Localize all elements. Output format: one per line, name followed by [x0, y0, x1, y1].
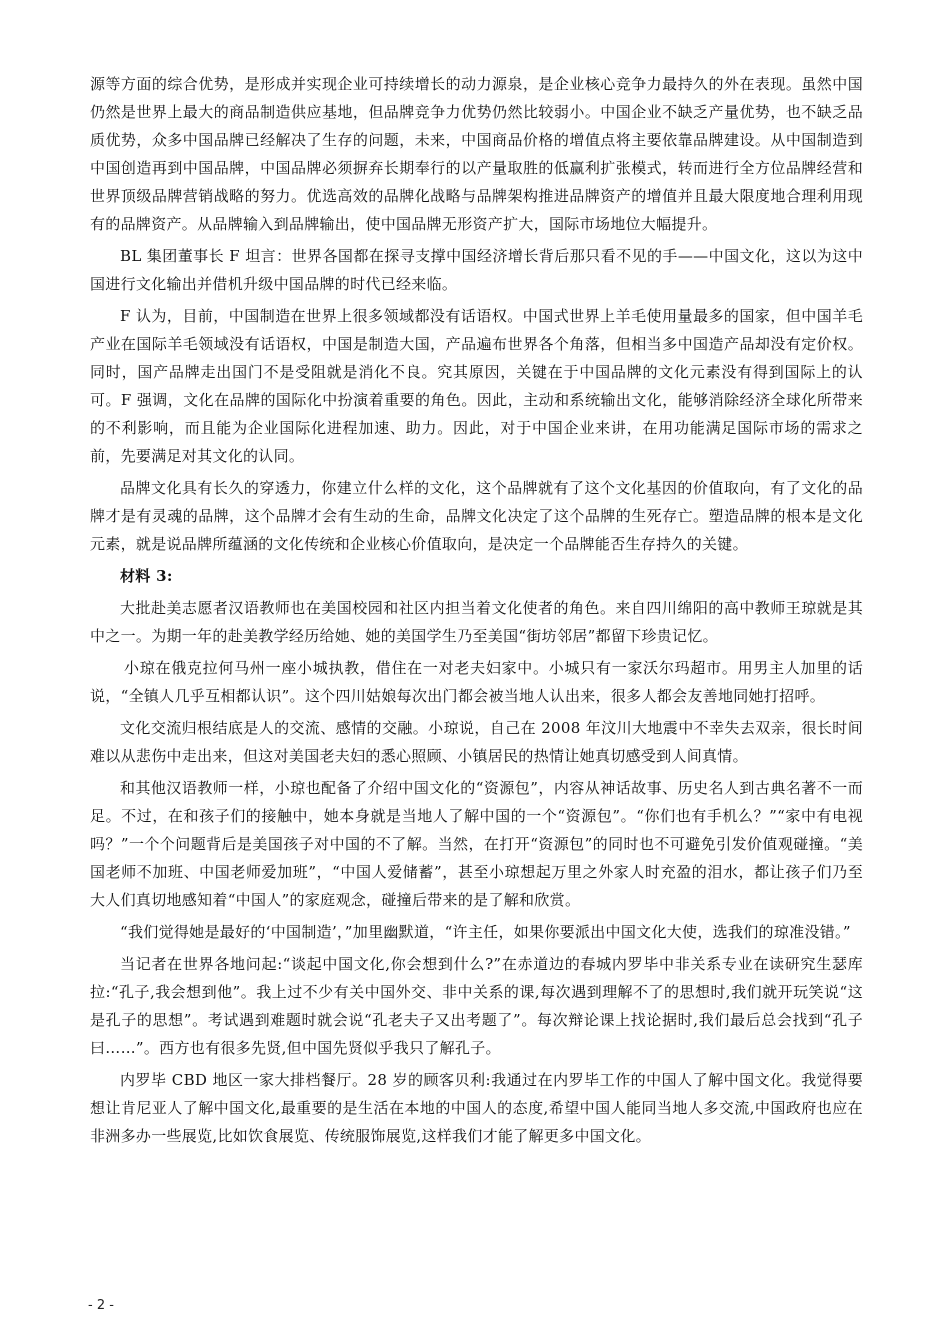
paragraph-bl-chairman: BL 集团董事长 F 坦言：世界各国都在探寻支撑中国经济增长背后那只看不见的手——中国文化，这以为这中国进行文化输出并借机升级中国品牌的时代已经来临。 — [90, 247, 863, 293]
paragraph-f-opinion: F 认为，目前，中国制造在世界上很多领域都没有话语权。中国式世界上羊毛使用量最多的国家，但中国羊毛产业在国际羊毛领域没有话语权，中国是制造大国，产品遍布世界各个角落，但相当多中国造产品却没有定价权。同时，国产品牌走出国门不是受阻就是消化不良。究其原因，关键在于中国品牌的文化元素没有得到国际上的认可。F 强调，文化在品牌的国际化中扮演着重要的角色。因此，主动和系统输出文化，能够消除经济全球化所带来的不利影响，而且能为企业国际化进程加速、助力。因此，对于中国企业来讲，在用功能满足国际市场的需求之前，先要满足对其文化的认同。 — [90, 307, 863, 465]
paragraph-volunteer-teachers: 大批赴美志愿者汉语教师也在美国校园和社区内担当着文化使者的角色。来自四川绵阳的高中教师王琼就是其中之一。为期一年的赴美教学经历给她、她的美国学生乃至美国“街坊邻居”都留下珍贵记忆。 — [90, 599, 863, 645]
section-heading-material-3: 材料 3: — [120, 567, 173, 585]
page-number: - 2 - — [88, 1298, 114, 1313]
paragraph-brand-advantage: 源等方面的综合优势，是形成并实现企业可持续增长的动力源泉，是企业核心竞争力最持久的外在表现。虽然中国仍然是世界上最大的商品制造供应基地，但品牌竞争力优势仍然比较弱小。中国企业不缺乏产量优势，也不缺乏品质优势，众多中国品牌已经解决了生存的问题，未来，中国商品价格的增值点将主要依靠品牌建设。从中国制造到中国创造再到中国品牌，中国品牌必须摒弃长期奉行的以产量取胜的低赢利扩张模式，转而进行全方位品牌经营和世界顶级品牌营销战略的努力。优选高效的品牌化战略与品牌架构推进品牌资产的增值并且最大限度地合理利用现有的品牌资产。从品牌输入到品牌输出，使中国品牌无形资产扩大，国际市场地位大幅提升。 — [90, 75, 863, 233]
paragraph-gary-quote: “我们觉得她是最好的‘中国制造’，”加里幽默道，“许主任，如果你要派出中国文化大使，选我们的琼准没错。” — [120, 923, 851, 941]
paragraph-nairobi-cbd: 内罗毕 CBD 地区一家大排档餐厅。28 岁的顾客贝利:我通过在内罗毕工作的中国人了解中国文化。我觉得要想让肯尼亚人了解中国文化,最重要的是生活在本地的中国人的态度,希望中国人能同当地人多交流,中国政府也应在非洲多办一些展览,比如饮食展览、传统服饰展览,这样我们才能了解更多中国文化。 — [90, 1071, 863, 1145]
document-body — [90, 70, 863, 1154]
paragraph-xiaoqiong-town: 小琼在俄克拉何马州一座小城执教，借住在一对老夫妇家中。小城只有一家沃尔玛超市。用男主人加里的话说，“全镇人几乎互相都认识”。这个四川姑娘每次出门都会被当地人认出来，很多人都会友善地同她打招呼。 — [90, 659, 863, 705]
paragraph-cultural-exchange: 文化交流归根结底是人的交流、感情的交融。小琼说，自己在 2008 年汶川大地震中不幸失去双亲，很长时间难以从悲伤中走出来，但这对美国老夫妇的悉心照顾、小镇居民的热情让她真切感受到人间真情。 — [90, 719, 863, 765]
paragraph-confucius: 当记者在世界各地问起:“谈起中国文化,你会想到什么?”在赤道边的春城内罗毕中非关系专业在读研究生瑟库拉:“孔子,我会想到他”。我上过不少有关中国外交、非中关系的课,每次遇到理解不了的思想时,我们就开玩笑说“这是孔子的思想”。考试遇到难题时就会说“孔老夫子又出考题了”。每次辩论课上找论据时,我们最后总会找到“孔子曰……”。西方也有很多先贤,但中国先贤似乎我只了解孔子。 — [90, 955, 863, 1057]
paragraph-resource-pack: 和其他汉语教师一样，小琼也配备了介绍中国文化的“资源包”，内容从神话故事、历史名人到古典名著不一而足。不过，在和孩子们的接触中，她本身就是当地人了解中国的一个“资源包”。“你们也有手机么？”“家中有电视吗？”一个个问题背后是美国孩子对中国的不了解。当然，在打开“资源包”的同时也不可避免引发价值观碰撞。“美国老师不加班、中国老师爱加班”，“中国人爱储蓄”，甚至小琼想起万里之外家人时充盈的泪水，都让孩子们乃至大人们真切地感知着“中国人”的家庭观念，碰撞后带来的是了解和欣赏。 — [90, 779, 863, 909]
paragraph-brand-culture: 品牌文化具有长久的穿透力，你建立什么样的文化，这个品牌就有了这个文化基因的价值取向，有了文化的品牌才是有灵魂的品牌，这个品牌才会有生动的生命，品牌文化决定了这个品牌的生死存亡。塑造品牌的根本是文化元素，就是说品牌所蕴涵的文化传统和企业核心价值取向，是决定一个品牌能否生存持久的关键。 — [90, 479, 863, 553]
